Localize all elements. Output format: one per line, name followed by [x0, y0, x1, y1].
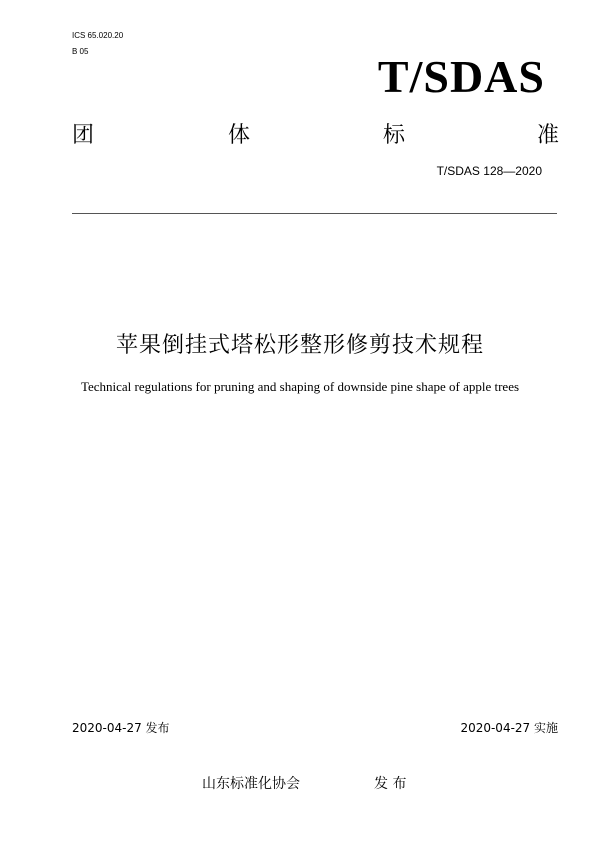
publisher: 山东标准化协会	[202, 776, 300, 792]
standard-char: 体	[228, 123, 251, 148]
standard-logo: T/SDAS	[377, 51, 545, 102]
title-zh: 苹果倒挂式塔松形整形修剪技术规程	[115, 333, 484, 358]
title-en: Technical regulations for pruning and shaping of downside pine shape of apple trees	[80, 379, 520, 394]
publish-label: 发 布	[374, 776, 407, 792]
standard-code: T/SDAS 128—2020	[436, 164, 542, 178]
standard-char: 标	[383, 123, 406, 148]
standard-char: 团	[72, 123, 95, 148]
implement-date: 2020-04-27 实施	[460, 721, 558, 735]
issue-date: 2020-04-27 发布	[72, 721, 170, 735]
divider	[72, 213, 557, 214]
ics-code: ICS 65.020.20	[72, 31, 124, 40]
ccs-code: B 05	[72, 47, 89, 56]
standard-char: 准	[537, 123, 560, 148]
